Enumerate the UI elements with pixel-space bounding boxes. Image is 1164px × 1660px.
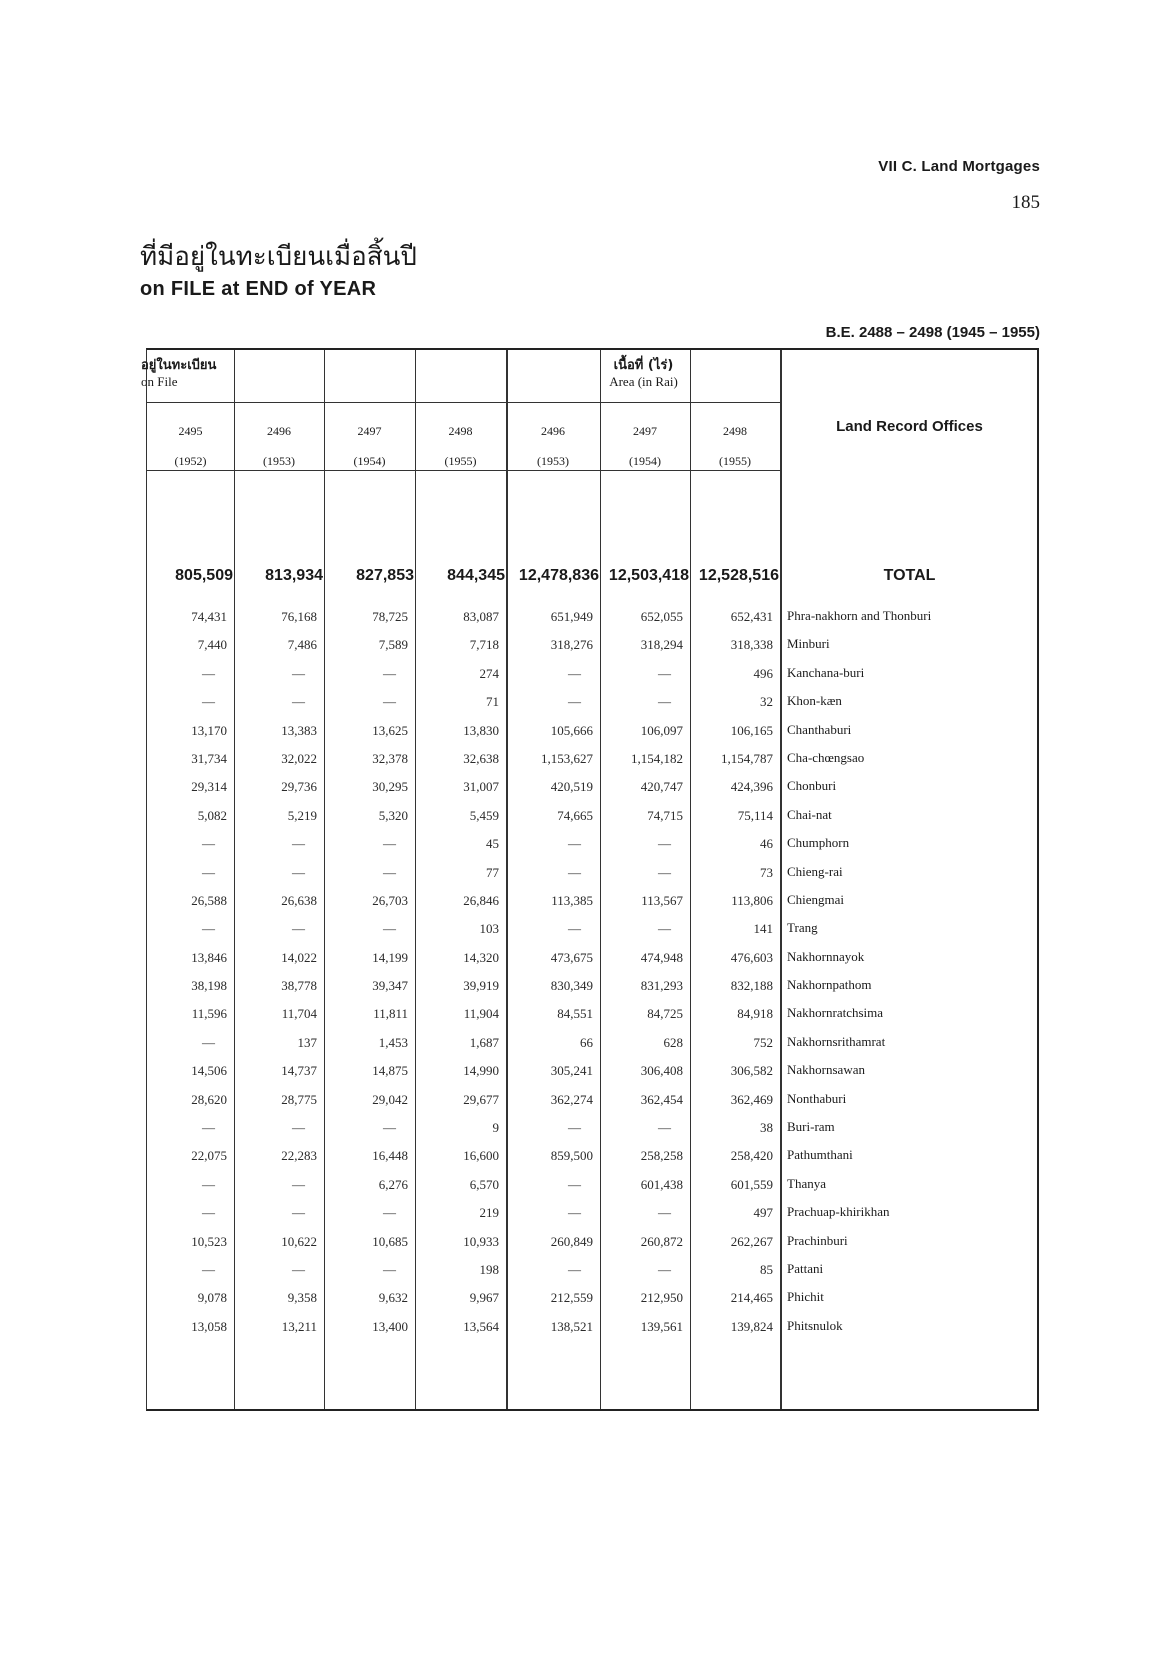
column-year-ce: (1955) (444, 454, 477, 468)
row-value: — (568, 1176, 581, 1192)
column-year-be: 2496 (267, 424, 291, 438)
row-value: 113,385 (551, 892, 593, 908)
row-value: — (658, 864, 671, 880)
office-header: Land Record Offices (836, 418, 983, 435)
row-value: 9,078 (197, 1290, 227, 1306)
row-value: 78,725 (372, 609, 408, 624)
row-value: 22,075 (191, 1148, 227, 1164)
group-on-file-thai: อยู่ในทะเบียน (141, 358, 217, 373)
row-value: 420,519 (550, 779, 593, 795)
row-value: — (383, 694, 396, 710)
row-value: — (568, 1261, 581, 1277)
office-name: Nakhornnayok (787, 948, 865, 964)
table-row (147, 803, 1037, 831)
row-value: 26,703 (372, 892, 408, 908)
row-value: — (292, 694, 305, 710)
row-value: 652,055 (640, 609, 683, 624)
table-row (147, 746, 1037, 774)
table-row (147, 1058, 1037, 1086)
table-row (147, 916, 1037, 944)
office-name: Phra-nakhorn and Thonburi (787, 608, 932, 623)
table-row (147, 1229, 1037, 1257)
row-value: 83,087 (463, 609, 499, 624)
row-value: 1,154,787 (721, 750, 773, 766)
row-value: 318,294 (640, 637, 683, 653)
office-name: Nakhornsawan (787, 1062, 865, 1078)
row-value: 476,603 (730, 949, 773, 965)
row-value: 141 (753, 921, 773, 937)
section-label: VII C. Land Mortgages (878, 158, 1040, 175)
row-value: — (658, 1120, 671, 1136)
column-header (690, 416, 780, 476)
row-value: — (202, 1034, 215, 1050)
row-value: 26,638 (281, 892, 317, 908)
row-value: 497 (753, 1205, 773, 1221)
table-row (147, 888, 1037, 916)
row-value: — (292, 921, 305, 937)
office-name: Chiengmai (787, 891, 845, 907)
office-name: Chanthaburi (787, 721, 852, 737)
row-value: 7,440 (197, 637, 227, 653)
row-value: 6,276 (378, 1176, 408, 1192)
total-label: TOTAL (883, 567, 936, 584)
row-value: 214,465 (730, 1290, 773, 1306)
row-value: 13,383 (281, 722, 317, 738)
row-value: 306,408 (640, 1063, 683, 1079)
row-value: — (292, 665, 305, 681)
row-value: 32,378 (372, 750, 408, 766)
table-row (147, 718, 1037, 746)
table-row (147, 774, 1037, 802)
row-value: 14,022 (281, 949, 317, 965)
group-area-thai: เนื้อที่ (ไร่) (613, 358, 674, 373)
row-value: 6,570 (469, 1176, 499, 1192)
row-value: 362,469 (730, 1091, 773, 1107)
office-name: Chai-nat (787, 806, 832, 822)
row-value: 26,846 (463, 892, 499, 908)
row-value: 28,620 (191, 1091, 227, 1107)
row-value: 75,114 (737, 807, 773, 823)
row-value: 77 (486, 864, 499, 880)
column-year-be: 2496 (541, 424, 565, 438)
row-value: 13,830 (463, 722, 499, 738)
row-value: 474,948 (640, 949, 683, 965)
table-row (147, 973, 1037, 1001)
office-name: Cha-chœngsao (787, 749, 865, 765)
office-name: Nonthaburi (787, 1090, 847, 1106)
row-value: 38,198 (191, 978, 227, 994)
row-value: 318,338 (730, 637, 773, 653)
row-value: — (202, 1205, 215, 1221)
row-value: 32,022 (281, 750, 317, 766)
column-year-be: 2497 (357, 424, 382, 438)
column-year-be: 2497 (633, 424, 657, 438)
column-year-ce: (1954) (353, 454, 386, 468)
group-on-file-english: on File (141, 374, 178, 389)
row-value: — (202, 1176, 215, 1192)
group-area (507, 358, 780, 390)
row-value: 84,551 (557, 1006, 593, 1022)
row-value: 830,349 (550, 978, 593, 994)
table-row (147, 1030, 1037, 1058)
row-value: 601,559 (730, 1176, 773, 1192)
table-row (147, 632, 1037, 660)
row-value: 7,486 (287, 637, 317, 653)
office-name: Pathumthani (787, 1147, 853, 1163)
row-value: 198 (479, 1261, 499, 1277)
row-value: — (383, 864, 396, 880)
office-name: Thanya (787, 1175, 826, 1191)
row-value: 306,582 (730, 1063, 773, 1079)
group-on-file (141, 358, 216, 390)
row-value: 424,396 (730, 779, 773, 795)
table-row (147, 860, 1037, 888)
row-value: 318,276 (550, 637, 593, 653)
row-value: 13,625 (372, 722, 408, 738)
table-row (147, 1087, 1037, 1115)
row-value: 652,431 (730, 609, 773, 624)
office-name: Prachinburi (787, 1232, 848, 1248)
row-value: 1,154,182 (631, 750, 683, 766)
row-value: 32 (760, 694, 773, 710)
row-value: 84,918 (737, 1006, 773, 1022)
row-value: — (383, 1205, 396, 1221)
mortgage-table (141, 348, 1039, 1411)
row-value: 212,950 (640, 1290, 683, 1306)
row-value: 832,188 (730, 978, 773, 994)
total-value: 12,503,418 (608, 567, 689, 584)
row-value: — (202, 864, 215, 880)
office-name: Phitsnulok (787, 1317, 843, 1333)
row-value: 1,453 (378, 1034, 408, 1050)
row-value: — (292, 1261, 305, 1277)
title-english: on FILE at END of YEAR (140, 278, 377, 300)
row-value: 76,168 (281, 609, 317, 624)
total-row (147, 565, 1037, 589)
table-row (147, 1172, 1037, 1200)
table-row (147, 661, 1037, 689)
column-header (234, 416, 324, 476)
column-year-ce: (1953) (537, 454, 569, 468)
row-value: 473,675 (550, 949, 593, 965)
row-value: 85 (760, 1261, 773, 1277)
row-value: 73 (760, 864, 773, 880)
office-name: Pattani (787, 1260, 824, 1276)
column-header (415, 416, 506, 476)
row-value: 13,564 (463, 1318, 499, 1334)
row-value: 139,561 (640, 1318, 683, 1334)
row-value: 274 (479, 665, 499, 681)
row-value: — (568, 921, 581, 937)
row-value: 219 (479, 1205, 499, 1221)
row-value: 45 (486, 836, 499, 852)
row-value: — (658, 921, 671, 937)
row-value: — (568, 836, 581, 852)
title-thai: ที่มีอยู่ในทะเบียนเมื่อสิ้นปี (140, 242, 417, 272)
column-year-ce: (1952) (174, 454, 207, 468)
row-value: 14,320 (463, 949, 499, 965)
row-value: — (658, 836, 671, 852)
row-value: 7,718 (469, 637, 499, 653)
row-value: — (292, 1120, 305, 1136)
row-value: 258,420 (730, 1148, 773, 1164)
row-value: — (383, 921, 396, 937)
row-value: — (568, 1205, 581, 1221)
column-header (506, 416, 600, 476)
row-value: — (202, 921, 215, 937)
row-value: 32,638 (463, 750, 499, 766)
table-row (147, 831, 1037, 859)
row-value: 13,058 (191, 1318, 227, 1334)
table-row (147, 689, 1037, 717)
row-value: 138,521 (550, 1318, 593, 1334)
row-value: 66 (580, 1034, 593, 1050)
row-value: 5,082 (197, 807, 227, 823)
row-value: 258,258 (640, 1148, 683, 1164)
column-year-ce: (1955) (719, 454, 751, 468)
office-name: Trang (787, 920, 818, 936)
row-value: — (383, 836, 396, 852)
row-value: 601,438 (640, 1176, 683, 1192)
row-value: 9 (492, 1120, 499, 1136)
column-year-be: 2495 (178, 424, 203, 438)
group-rule (147, 402, 780, 403)
row-value: 84,725 (647, 1006, 683, 1022)
row-value: 1,687 (469, 1034, 499, 1050)
row-value: 10,685 (372, 1233, 408, 1249)
row-value: 9,358 (287, 1290, 317, 1306)
row-value: 30,295 (372, 779, 408, 795)
row-value: 16,600 (463, 1148, 499, 1164)
row-value: — (658, 1261, 671, 1277)
total-value: 12,478,836 (518, 567, 599, 584)
row-value: 212,559 (550, 1290, 593, 1306)
row-value: 14,990 (463, 1063, 499, 1079)
row-value: 14,875 (372, 1063, 408, 1079)
table-row (147, 1200, 1037, 1228)
office-name: Nakhornratchsima (787, 1005, 884, 1021)
row-value: 74,665 (557, 807, 593, 823)
row-value: 39,347 (372, 978, 408, 994)
row-value: 16,448 (372, 1148, 408, 1164)
row-value: 752 (753, 1034, 773, 1050)
row-value: 14,737 (281, 1063, 317, 1079)
row-value: 11,811 (373, 1006, 408, 1022)
row-value: — (383, 665, 396, 681)
table-row (147, 1001, 1037, 1029)
row-value: 11,704 (281, 1006, 317, 1022)
office-name: Khon-kæn (787, 693, 842, 709)
row-value: 31,007 (463, 779, 499, 795)
table-row (147, 945, 1037, 973)
row-value: 105,666 (550, 722, 593, 738)
column-year-be: 2498 (448, 424, 473, 438)
row-value: — (202, 665, 215, 681)
row-value: — (658, 665, 671, 681)
row-value: 113,567 (641, 892, 683, 908)
column-header (324, 416, 415, 476)
row-value: — (383, 1120, 396, 1136)
office-name: Minburi (787, 636, 830, 652)
row-value: 5,459 (469, 807, 499, 823)
group-area-english: Area (in Rai) (609, 374, 678, 389)
row-value: — (292, 864, 305, 880)
row-value: — (383, 1261, 396, 1277)
row-value: 7,589 (378, 637, 408, 653)
row-value: 39,919 (463, 978, 499, 994)
total-value: 813,934 (265, 567, 323, 584)
row-value: — (202, 836, 215, 852)
row-value: 10,523 (191, 1233, 227, 1249)
row-value: 46 (760, 836, 773, 852)
total-value: 805,509 (175, 567, 233, 584)
office-name: Buri-ram (787, 1119, 835, 1135)
row-value: 831,293 (640, 978, 683, 994)
row-value: 38,778 (281, 978, 317, 994)
row-value: 9,967 (469, 1290, 499, 1306)
row-value: — (292, 1205, 305, 1221)
row-value: 260,872 (640, 1233, 683, 1249)
row-value: — (658, 1205, 671, 1221)
row-value: 29,314 (191, 779, 227, 795)
column-header (600, 416, 690, 476)
row-value: 74,431 (191, 609, 227, 624)
office-name: Nakhornpathom (787, 977, 872, 993)
row-value: 1,153,627 (541, 750, 593, 766)
row-value: 139,824 (730, 1318, 773, 1334)
row-value: 651,949 (550, 609, 593, 624)
row-value: 22,283 (281, 1148, 317, 1164)
table-row (147, 1257, 1037, 1285)
total-value: 12,528,516 (698, 567, 779, 584)
table-row (147, 1285, 1037, 1313)
row-value: 362,274 (550, 1091, 593, 1107)
row-value: — (292, 836, 305, 852)
row-value: — (568, 665, 581, 681)
row-value: 420,747 (640, 779, 683, 795)
row-value: 496 (753, 665, 773, 681)
table-row (147, 1143, 1037, 1171)
row-value: 362,454 (640, 1091, 683, 1107)
row-value: 14,506 (191, 1063, 227, 1079)
table-row (147, 1314, 1037, 1342)
row-value: 137 (297, 1034, 317, 1050)
row-value: 859,500 (550, 1148, 593, 1164)
page-number: 185 (1011, 192, 1040, 213)
row-value: — (202, 1261, 215, 1277)
row-value: 106,097 (640, 722, 683, 738)
row-value: 305,241 (550, 1063, 593, 1079)
row-value: 5,219 (287, 807, 317, 823)
row-value: 113,806 (731, 892, 773, 908)
row-value: — (202, 694, 215, 710)
period-range: B.E. 2488 – 2498 (1945 – 1955) (825, 324, 1040, 341)
office-name: Nakhornsrithamrat (787, 1033, 886, 1049)
office-name: Chonburi (787, 778, 837, 794)
row-value: 28,775 (281, 1091, 317, 1107)
row-value: 26,588 (191, 892, 227, 908)
row-value: 628 (663, 1034, 683, 1050)
column-year-ce: (1953) (263, 454, 295, 468)
row-value: 262,267 (730, 1233, 773, 1249)
column-year-ce: (1954) (629, 454, 661, 468)
office-name: Kanchana-buri (787, 664, 865, 680)
row-value: 103 (479, 921, 499, 937)
row-value: — (202, 1120, 215, 1136)
row-value: 10,933 (463, 1233, 499, 1249)
table-row (147, 604, 1037, 632)
row-value: 106,165 (730, 722, 773, 738)
row-value: 260,849 (550, 1233, 593, 1249)
row-value: 31,734 (191, 750, 227, 766)
row-value: 14,199 (372, 949, 408, 965)
row-value: 38 (760, 1120, 773, 1136)
row-value: 13,170 (191, 722, 227, 738)
table-row (147, 1115, 1037, 1143)
office-name: Prachuap-khirikhan (787, 1204, 890, 1220)
row-value: 5,320 (378, 807, 408, 823)
row-value: 11,904 (463, 1006, 499, 1022)
office-name: Chumphorn (787, 835, 850, 851)
row-value: 13,846 (191, 949, 227, 965)
office-name: Chieng-rai (787, 863, 843, 879)
row-value: — (658, 694, 671, 710)
row-value: 10,622 (281, 1233, 317, 1249)
row-value: 29,042 (372, 1091, 408, 1107)
total-value: 844,345 (447, 567, 505, 584)
row-value: 29,736 (281, 779, 317, 795)
total-value: 827,853 (356, 567, 414, 584)
row-value: 11,596 (191, 1006, 227, 1022)
office-name: Phichit (787, 1289, 824, 1305)
row-value: 13,211 (281, 1318, 317, 1334)
row-value: 71 (486, 694, 499, 710)
row-value: — (568, 694, 581, 710)
column-year-be: 2498 (723, 424, 747, 438)
row-value: 29,677 (463, 1091, 499, 1107)
row-value: 74,715 (647, 807, 683, 823)
row-value: — (568, 864, 581, 880)
row-value: — (568, 1120, 581, 1136)
office-rows (147, 604, 1037, 1342)
row-value: — (292, 1176, 305, 1192)
row-value: 13,400 (372, 1318, 408, 1334)
column-header (147, 416, 234, 476)
row-value: 9,632 (378, 1290, 408, 1306)
